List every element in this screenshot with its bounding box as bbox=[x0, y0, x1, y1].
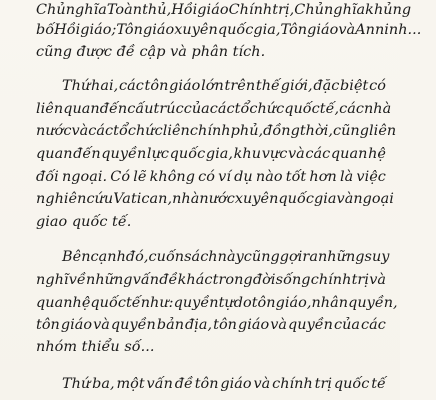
text-line-13: quan hệ quốc tế như: quyền tự do tôn giáo, nhân quyền, bbox=[36, 295, 398, 311]
text-line-1: Chủ nghĩa Toàn thủ, Hồi giáo Chính trị, Chủ nghĩa khủng bbox=[36, 2, 412, 18]
text-line-10: giao quốc tế. bbox=[36, 214, 132, 230]
text-line-9: nghiên cứu Vatican, nhà nước xuyên quốc gia và ngoại bbox=[36, 191, 394, 207]
text-line-12: nghĩ về những vấn đề khác trong đời sống chính trị và bbox=[36, 272, 386, 288]
text-line-14: tôn giáo và quyền bản địa, tôn giáo và quyền của các bbox=[36, 317, 386, 333]
text-line-3: cũng được đề cập và phân tích. bbox=[36, 44, 266, 60]
text-line-4: Thứ hai, các tôn giáo lớn trên thế giới, đặc biệt có bbox=[62, 78, 386, 94]
text-line-6: nước và các tổ chức liên chính phủ, đồng thời, cũng liên bbox=[36, 123, 397, 139]
text-line-7: quan đến quyền lực quốc gia, khu vực và các quan hệ bbox=[36, 146, 386, 162]
text-line-16: Thứ ba, một vấn đề tôn giáo và chính trị quốc tế bbox=[62, 376, 386, 392]
text-line-11: Bên cạnh đó, cuốn sách này cũng gợi ra những suy bbox=[62, 249, 390, 265]
text-line-8: đối ngoại. Có lẽ không có ví dụ nào tốt hơn là việc bbox=[36, 169, 386, 185]
text-line-15: nhóm thiểu số... bbox=[36, 339, 155, 355]
text-line-5: liên quan đến cấu trúc của các tổ chức quốc tế, các nhà bbox=[36, 101, 392, 117]
text-line-2: bố Hồi giáo; Tôn giáo xuyên quốc gia, Tôn giáo và An ninh... bbox=[36, 22, 422, 38]
